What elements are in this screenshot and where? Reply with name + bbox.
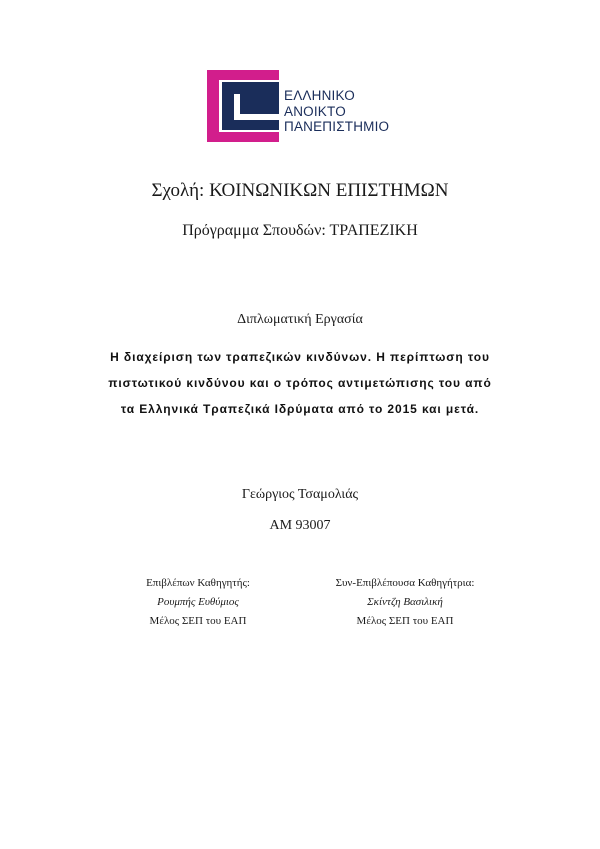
- supervisor-affiliation: Μέλος ΣΕΠ του ΕΑΠ: [149, 615, 247, 627]
- author-name: Γεώργιος Τσαμολιάς: [241, 487, 359, 502]
- co-supervisor-block: [275, 574, 535, 631]
- thesis-title-line-2: πιστωτικού κινδύνου και ο τρόπος αντιμετώπισης του από: [108, 376, 492, 390]
- logo-line-1: ΕΛΛΗΝΙΚΟ: [284, 88, 355, 103]
- school-name: Σχολή: ΚΟΙΝΩΝΙΚΩΝ ΕΠΙΣΤΗΜΩΝ: [151, 180, 449, 201]
- co-supervisor-affiliation: Μέλος ΣΕΠ του ΕΑΠ: [356, 615, 454, 627]
- program-name: Πρόγραμμα Σπουδών: ΤΡΑΠΕΖΙΚΗ: [182, 222, 418, 239]
- thesis-title-line-1: Η διαχείριση των τραπεζικών κινδύνων. Η περίπτωση του: [110, 350, 490, 364]
- thesis-title-line-3: τα Ελληνικά Τραπεζικά Ιδρύματα από το 2015 και μετά.: [120, 402, 480, 416]
- logo-bracket-cut: [240, 94, 279, 114]
- university-logo: [207, 70, 407, 142]
- logo-text: [284, 88, 389, 135]
- logo-line-3: ΠΑΝΕΠΙΣΤΗΜΙΟ: [284, 119, 390, 134]
- supervisor-name: Ρουμπής Ευθύμιος: [157, 596, 239, 608]
- logo-line-2: ΑΝΟΙΚΤΟ: [284, 103, 346, 119]
- university-logo-mark-icon: [207, 70, 279, 142]
- co-supervisor-role: Συν-Επιβλέπουσα Καθηγήτρια:: [335, 577, 475, 589]
- co-supervisor-name: Σκίντζη Βασιλική: [367, 596, 443, 608]
- supervisor-role: Επιβλέπων Καθηγητής:: [146, 577, 250, 589]
- student-id: ΑΜ 93007: [269, 518, 331, 533]
- thesis-title: [60, 344, 540, 422]
- thesis-type: Διπλωματική Εργασία: [237, 312, 363, 327]
